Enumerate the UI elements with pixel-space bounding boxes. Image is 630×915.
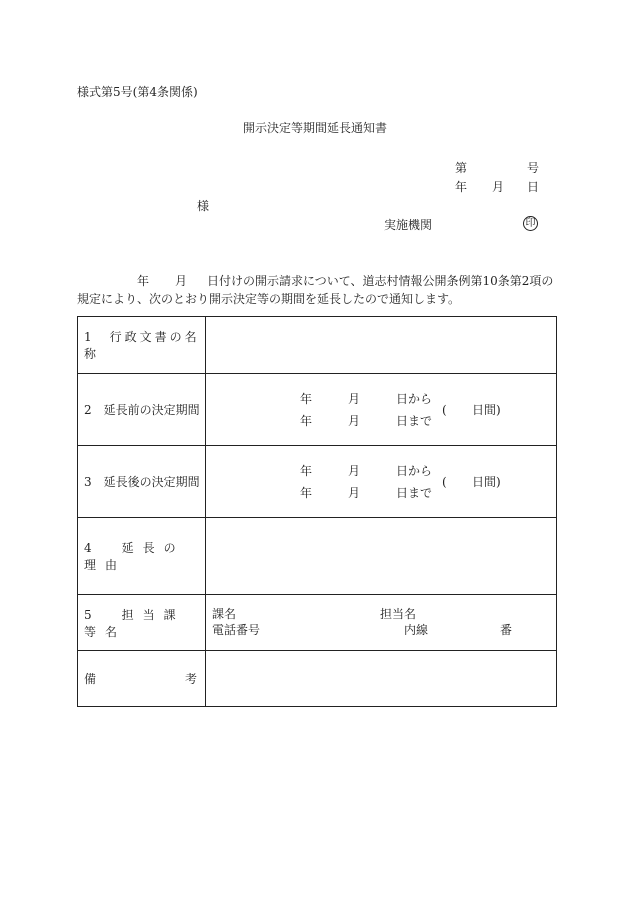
remarks-field[interactable] xyxy=(206,651,557,707)
row-label: 5 担当課等名 xyxy=(78,595,206,651)
document-name-field[interactable] xyxy=(206,317,557,374)
to-day: 日まで xyxy=(396,486,433,500)
section-label: 課名 xyxy=(212,607,237,621)
form-number: 様式第5号(第4条関係) xyxy=(77,85,198,99)
phone-label: 電話番号 xyxy=(212,623,261,637)
row-label: 3 延長後の決定期間 xyxy=(78,446,206,518)
remarks-label-left: 備 xyxy=(84,672,97,686)
document-title: 開示決定等期間延長通知書 xyxy=(242,121,387,135)
period-before-field[interactable] xyxy=(206,374,557,446)
table-row-remarks xyxy=(78,651,557,707)
person-label: 担当名 xyxy=(380,607,417,621)
table-row-reason xyxy=(78,518,557,595)
from-month: 月 xyxy=(348,464,361,478)
days-count: 日間) xyxy=(472,403,501,417)
table-row-document-name xyxy=(78,317,557,374)
to-day: 日まで xyxy=(396,414,433,428)
from-day: 日から xyxy=(396,464,433,478)
body-month: 月 xyxy=(175,274,188,288)
row-label: 1 行政文書の名称 xyxy=(78,317,206,374)
to-month: 月 xyxy=(348,414,361,428)
remarks-label-right: 考 xyxy=(184,672,197,686)
to-year: 年 xyxy=(300,486,313,500)
addressee-suffix: 様 xyxy=(197,199,210,213)
doc-number-suffix: 号 xyxy=(527,161,540,175)
from-year: 年 xyxy=(300,392,313,406)
table-row-period-before xyxy=(78,374,557,446)
to-month: 月 xyxy=(348,486,361,500)
from-day: 日から xyxy=(396,392,433,406)
body-year: 年 xyxy=(137,274,150,288)
number-suffix-label: 番 xyxy=(500,623,513,637)
department-field[interactable] xyxy=(206,595,557,651)
date-year: 年 xyxy=(455,180,468,194)
from-year: 年 xyxy=(300,464,313,478)
reason-field[interactable] xyxy=(206,518,557,595)
agency-label: 実施機関 xyxy=(384,218,433,232)
to-year: 年 xyxy=(300,414,313,428)
row-label: 4 延長の理由 xyxy=(78,518,206,595)
doc-number-prefix: 第 xyxy=(455,161,468,175)
notice-table xyxy=(77,316,557,707)
days-count: 日間) xyxy=(472,475,501,489)
date-month: 月 xyxy=(492,180,505,194)
body-text-line1: 日付けの開示請求について、道志村情報公開条例第10条第2項の xyxy=(207,274,554,288)
days-paren: ( xyxy=(442,475,447,489)
seal-icon: 印 xyxy=(523,216,538,231)
period-after-field[interactable] xyxy=(206,446,557,518)
table-row-department xyxy=(78,595,557,651)
extension-label: 内線 xyxy=(404,623,429,637)
from-month: 月 xyxy=(348,392,361,406)
date-day: 日 xyxy=(527,180,540,194)
body-text-line2: 規定により、次のとおり開示決定等の期間を延長したので通知します。 xyxy=(77,292,461,306)
row-label: 2 延長前の決定期間 xyxy=(78,374,206,446)
table-row-period-after xyxy=(78,446,557,518)
row-label xyxy=(78,651,206,707)
days-paren: ( xyxy=(442,403,447,417)
